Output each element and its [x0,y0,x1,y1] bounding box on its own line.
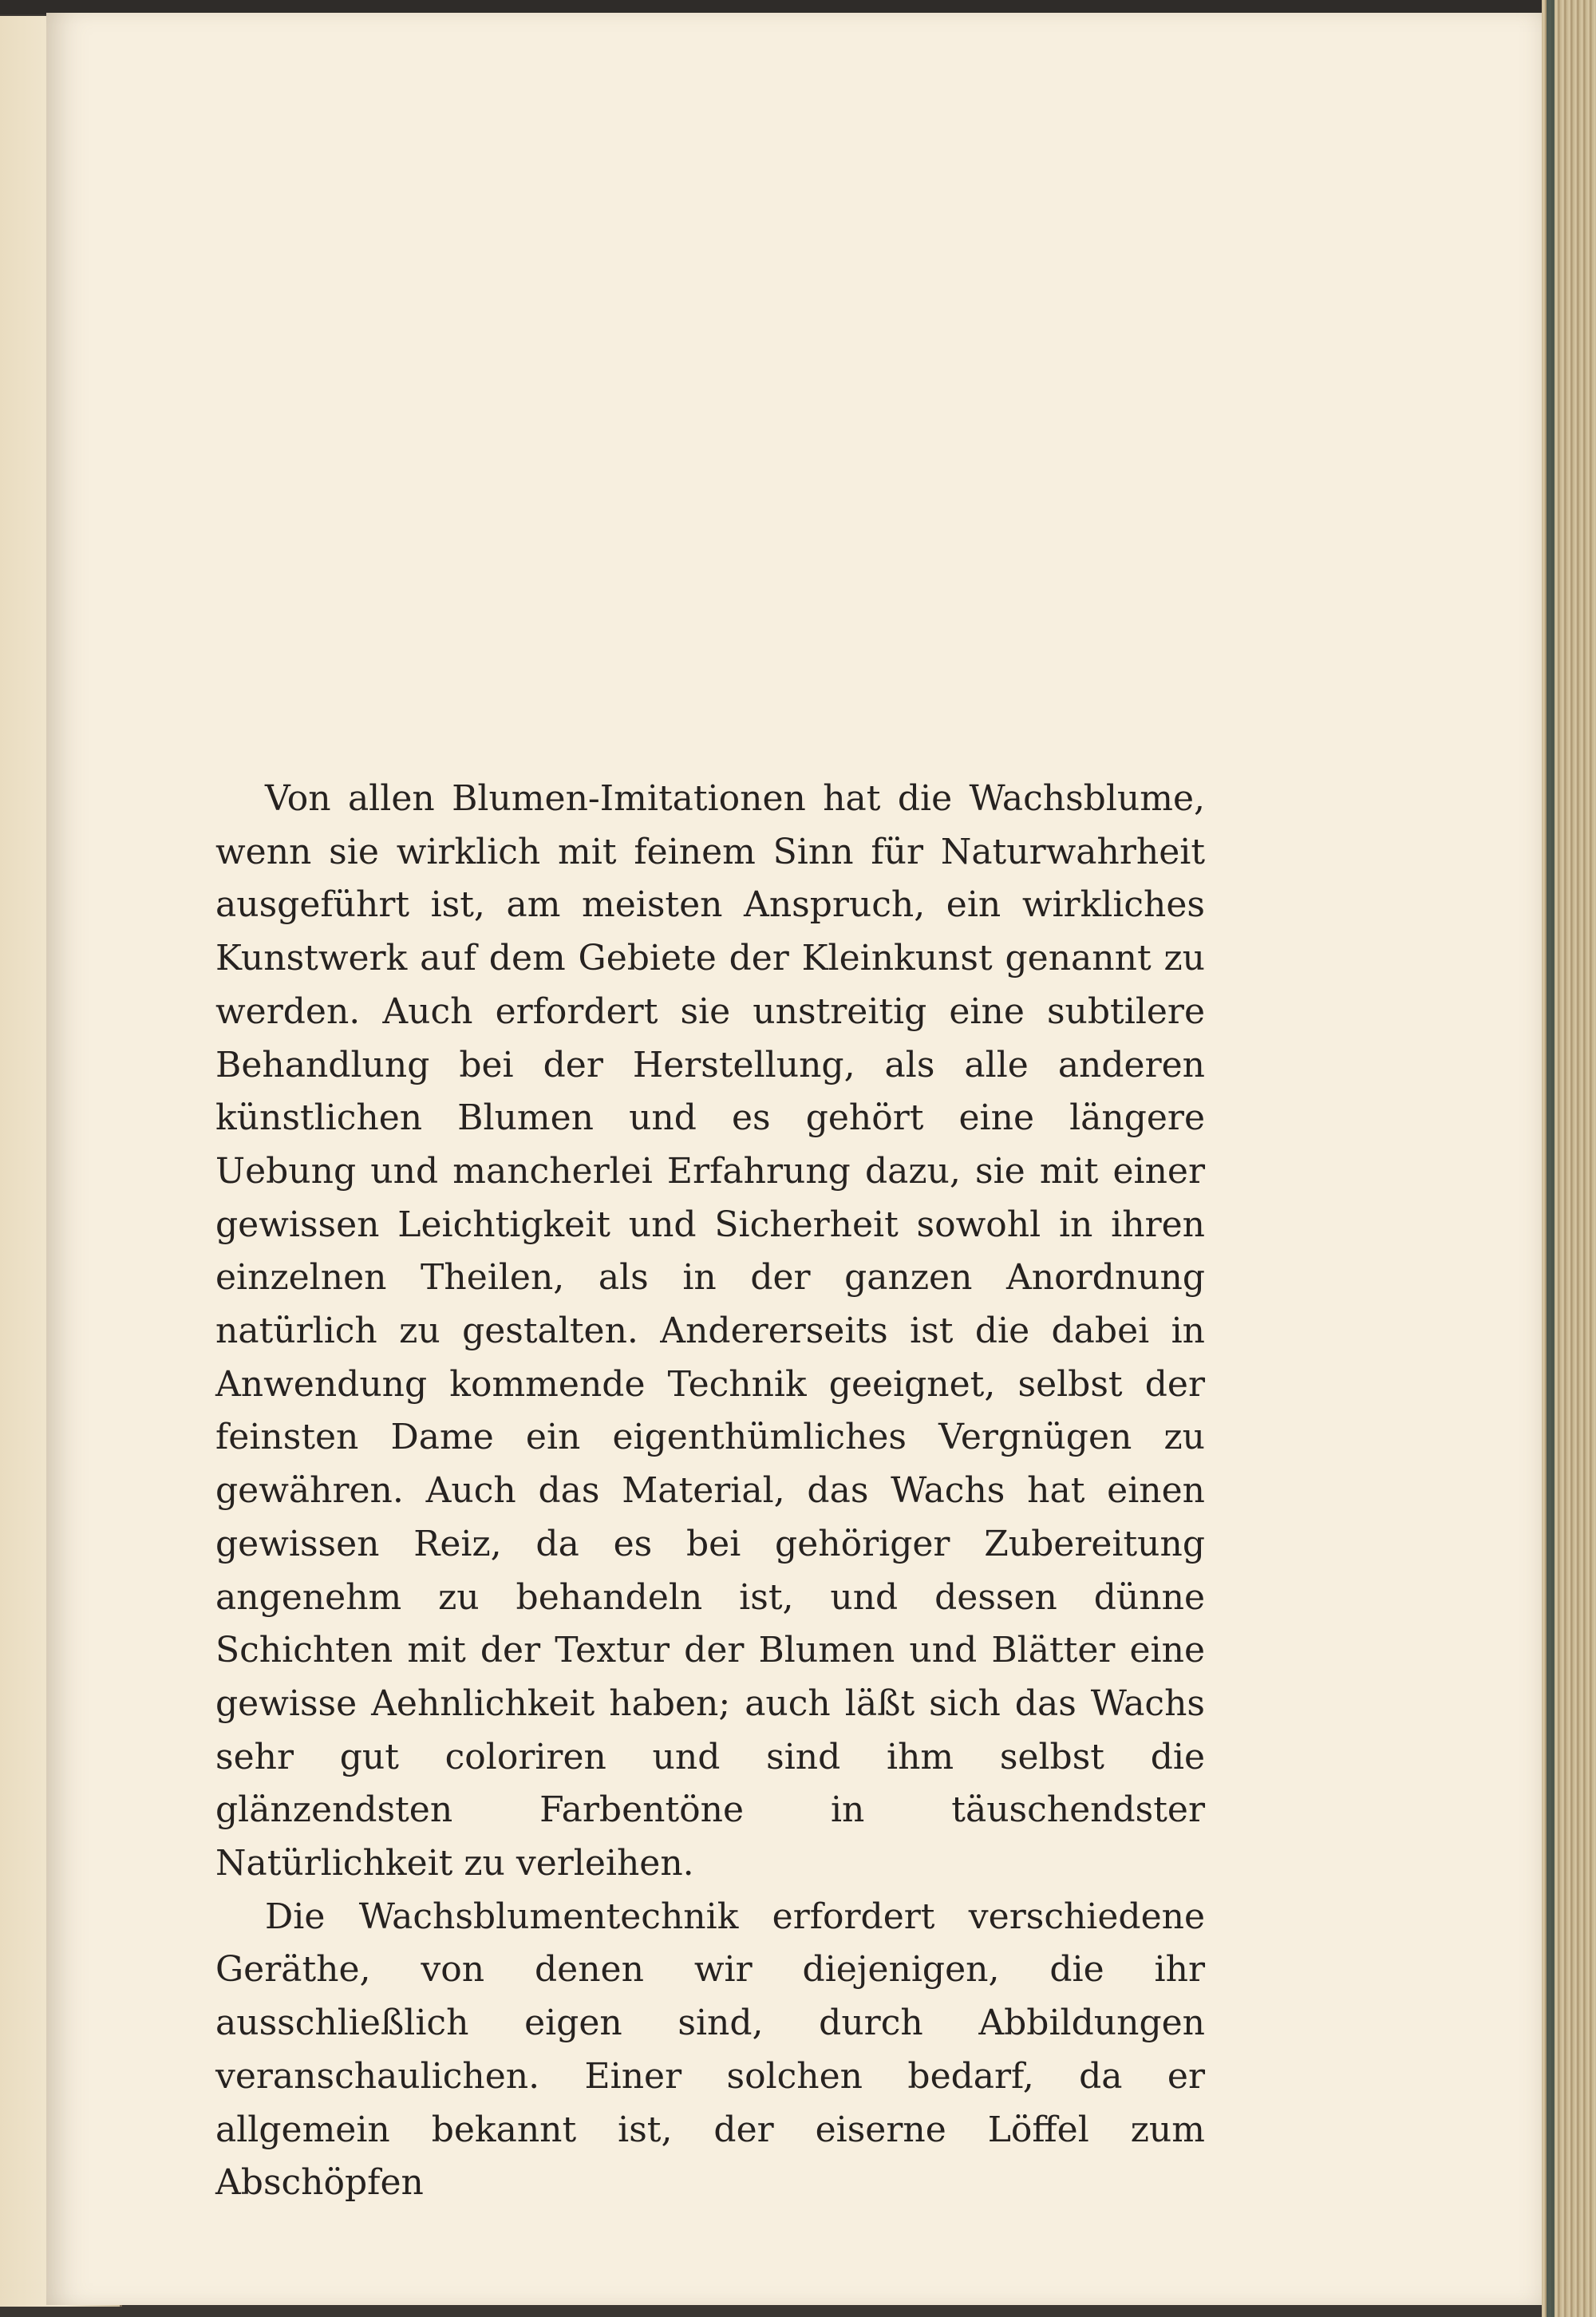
paragraph-1: Von allen Blumen-Imitationen hat die Wachsblume, wenn sie wirklich mit feinem Sinn für Naturwahrheit ausgeführt ist, am meisten Anspruch, ein wirkliches Kunstwerk auf dem Gebiete der Kleinkunst genannt zu werden. Auch erfordert sie unstreitig eine subtilere Behandlung bei der Herstellung, als alle anderen künstlichen Blumen und es gehört eine längere Uebung und mancherlei Erfahrung dazu, sie mit einer gewissen Leichtigkeit und Sicherheit sowohl in ihren einzelnen Theilen, als in der ganzen Anordnung natürlich zu gestalten. Andererseits ist die dabei in Anwendung kommende Technik geeignet, selbst der feinsten Dame ein eigenthümliches Vergnügen zu gewähren. Auch das Material, das Wachs hat einen gewissen Reiz, da es bei gehöriger Zubereitung angenehm zu behandeln ist, und dessen dünne Schichten mit der Textur der Blumen und Blätter eine gewisse Aehnlichkeit haben; auch läßt sich das Wachs sehr gut coloriren und sind ihm selbst die glänzendsten Farbentöne in täuschendster Natürlichkeit zu verleihen. [215,778,1205,1884]
body-text [215,773,1205,2210]
cover-edge [1547,0,1555,2317]
paragraph-2: Die Wachsblumentechnik erfordert verschiedene Geräthe, von denen wir diejenigen, die ihr ausschließlich eigen sind, durch Abbildungen veranschaulichen. Einer solchen bedarf, da er allgemein bekannt ist, der eiserne Löffel zum Abschöpfen [215,1896,1205,2204]
